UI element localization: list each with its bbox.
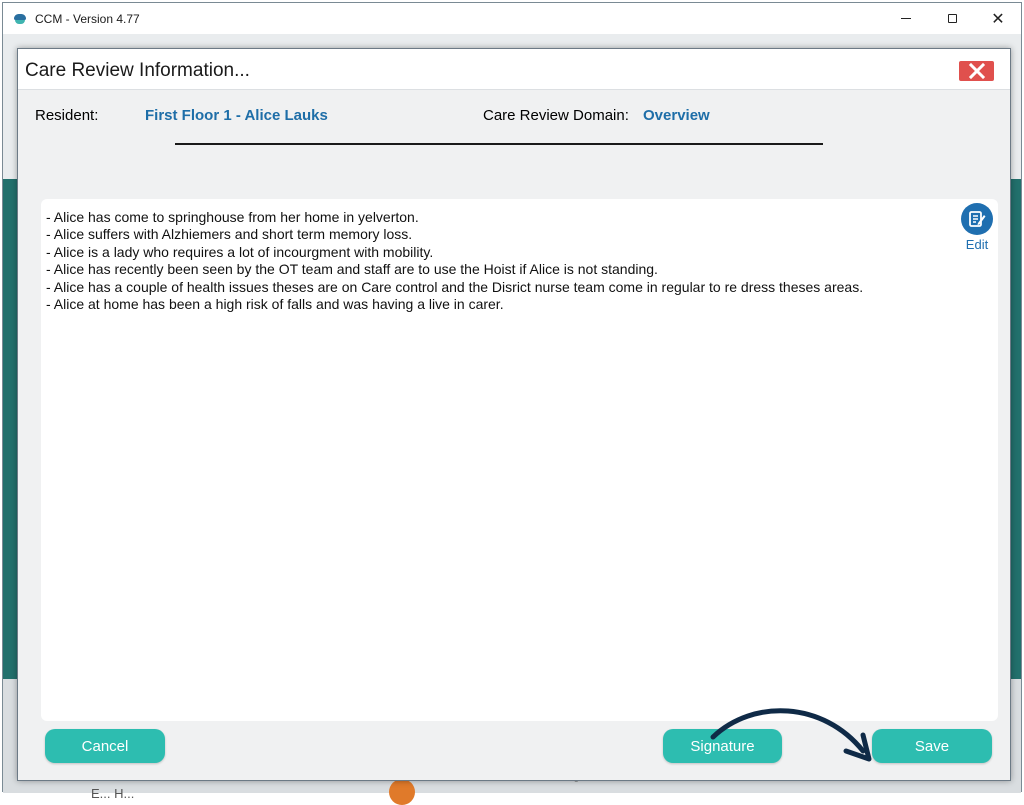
dialog-title: Care Review Information...: [25, 60, 250, 81]
cancel-button[interactable]: Cancel: [45, 729, 165, 763]
note-line: - Alice has a couple of health issues theses are on Care control and the Disrict nurse team come in regular to re dress theses areas.: [46, 278, 864, 295]
window-titlebar[interactable]: [3, 3, 1021, 34]
background-label: E... H...: [91, 786, 135, 801]
app-window: [2, 2, 1022, 801]
note-line: - Alice has recently been seen by the OT team and staff are to use the Hoist if Alice is not standing.: [46, 261, 658, 278]
note-line: - Alice has come to springhouse from her home in yelverton.: [46, 209, 419, 225]
notes-panel: [41, 199, 998, 721]
care-review-domain-value: Overview: [643, 107, 710, 124]
close-icon: ✕: [991, 8, 1005, 28]
window-controls: [883, 3, 1021, 34]
maximize-button[interactable]: [929, 3, 975, 34]
background-avatar: [389, 779, 415, 805]
save-button[interactable]: Save: [872, 729, 992, 763]
window-close-button[interactable]: [975, 3, 1021, 34]
care-review-dialog: [17, 48, 1011, 781]
edit-button[interactable]: [959, 203, 995, 252]
note-line: - Alice at home has been a high risk of falls and was having a live in carer.: [46, 296, 504, 313]
resident-value: First Floor 1 - Alice Lauks: [145, 107, 328, 124]
minimize-icon: [901, 18, 911, 19]
app-logo-icon: [13, 12, 27, 26]
note-line: - Alice is a lady who requires a lot of incourgment with mobility.: [46, 243, 434, 260]
resident-label: Resident:: [35, 107, 99, 124]
window-title: CCM - Version 4.77: [35, 11, 140, 26]
minimize-button[interactable]: [883, 3, 929, 34]
maximize-icon: [948, 14, 957, 23]
notes-text: [46, 209, 863, 313]
edit-glyph: [968, 210, 986, 228]
annotation-arrow: [713, 709, 913, 769]
dialog-header: [18, 49, 1010, 90]
dialog-close-button[interactable]: [959, 61, 994, 81]
edit-label: Edit: [965, 237, 989, 252]
header-divider: [175, 143, 823, 145]
note-line: - Alice suffers with Alzhiemers and short term memory loss.: [46, 226, 413, 243]
close-icon: [969, 64, 985, 78]
edit-icon: [961, 203, 993, 235]
signature-button[interactable]: Signature: [663, 729, 782, 763]
care-review-domain-label: Care Review Domain:: [483, 107, 629, 124]
